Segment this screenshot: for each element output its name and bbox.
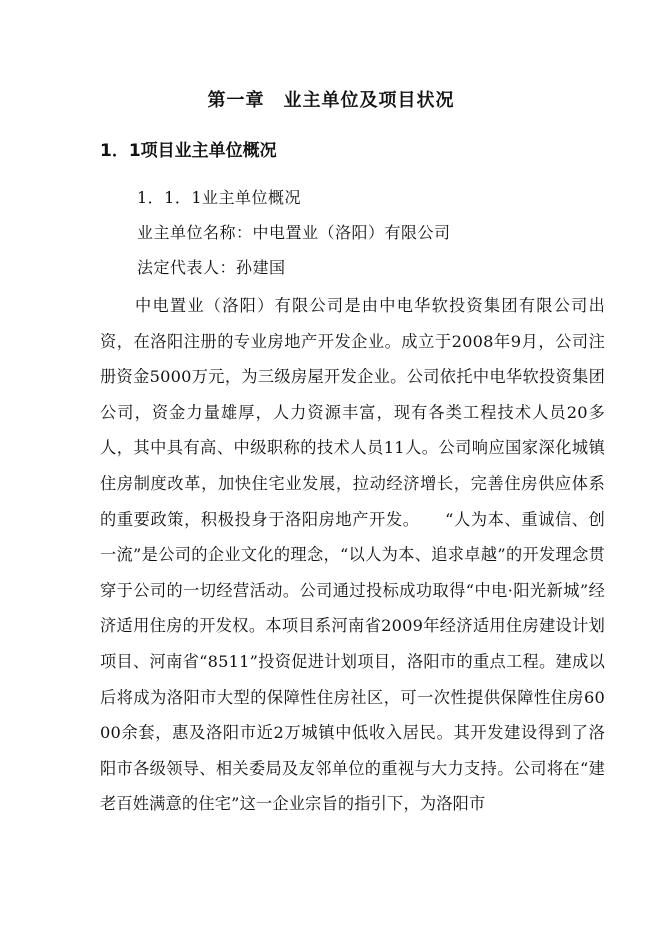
subsection-title: 1．1．1业主单位概况 [137,188,302,207]
legal-representative-line: 法定代表人：孙建国 [137,258,286,277]
company-overview-paragraph: 中电置业（洛阳）有限公司是由中电华软投资集团有限公司出资，在洛阳注册的专业房地产开发企业。成立于2008年9月，公司注册资金5000万元，为三级房屋开发企业。公司依托中电华软投资集团公司，资金力量雄厚，人力资源丰富，现有各类工程技术人员20多人，其中具有高、中级职称的技术人员11人。公司响应国家深化城镇住房制度改革，加快住宅业发展，拉动经济增长，完善住房供应体系的重要政策，积极投身于洛阳房地产开发。 “人为本、重诚信、创一流”是公司的企业文化的理念，“以人为本、追求卓越”的开发理念贯穿于公司的一切经营活动。公司通过投标成功取得“中电·阳光新城”经济适用住房的开发权。本项目系河南省2009年经济适用住房建设计划项目、河南省“8511”投资促进计划项目，洛阳市的重点工程。建成以后将成为洛阳市大型的保障性住房社区，可一次性提供保障性住房6000余套，惠及洛阳市近2万城镇中低收入居民。其开发建设得到了洛阳市各级领导、相关委局及友邻单位的重视与大力支持。公司将在“建老百姓满意的住宅”这一企业宗旨的指引下，为洛阳市 [100,296,605,814]
section-title: 1．1项目业主单位概况 [100,141,277,161]
chapter-title: 第一章 业主单位及项目状况 [207,90,455,111]
owner-name-line: 业主单位名称：中电置业（洛阳）有限公司 [137,223,451,242]
